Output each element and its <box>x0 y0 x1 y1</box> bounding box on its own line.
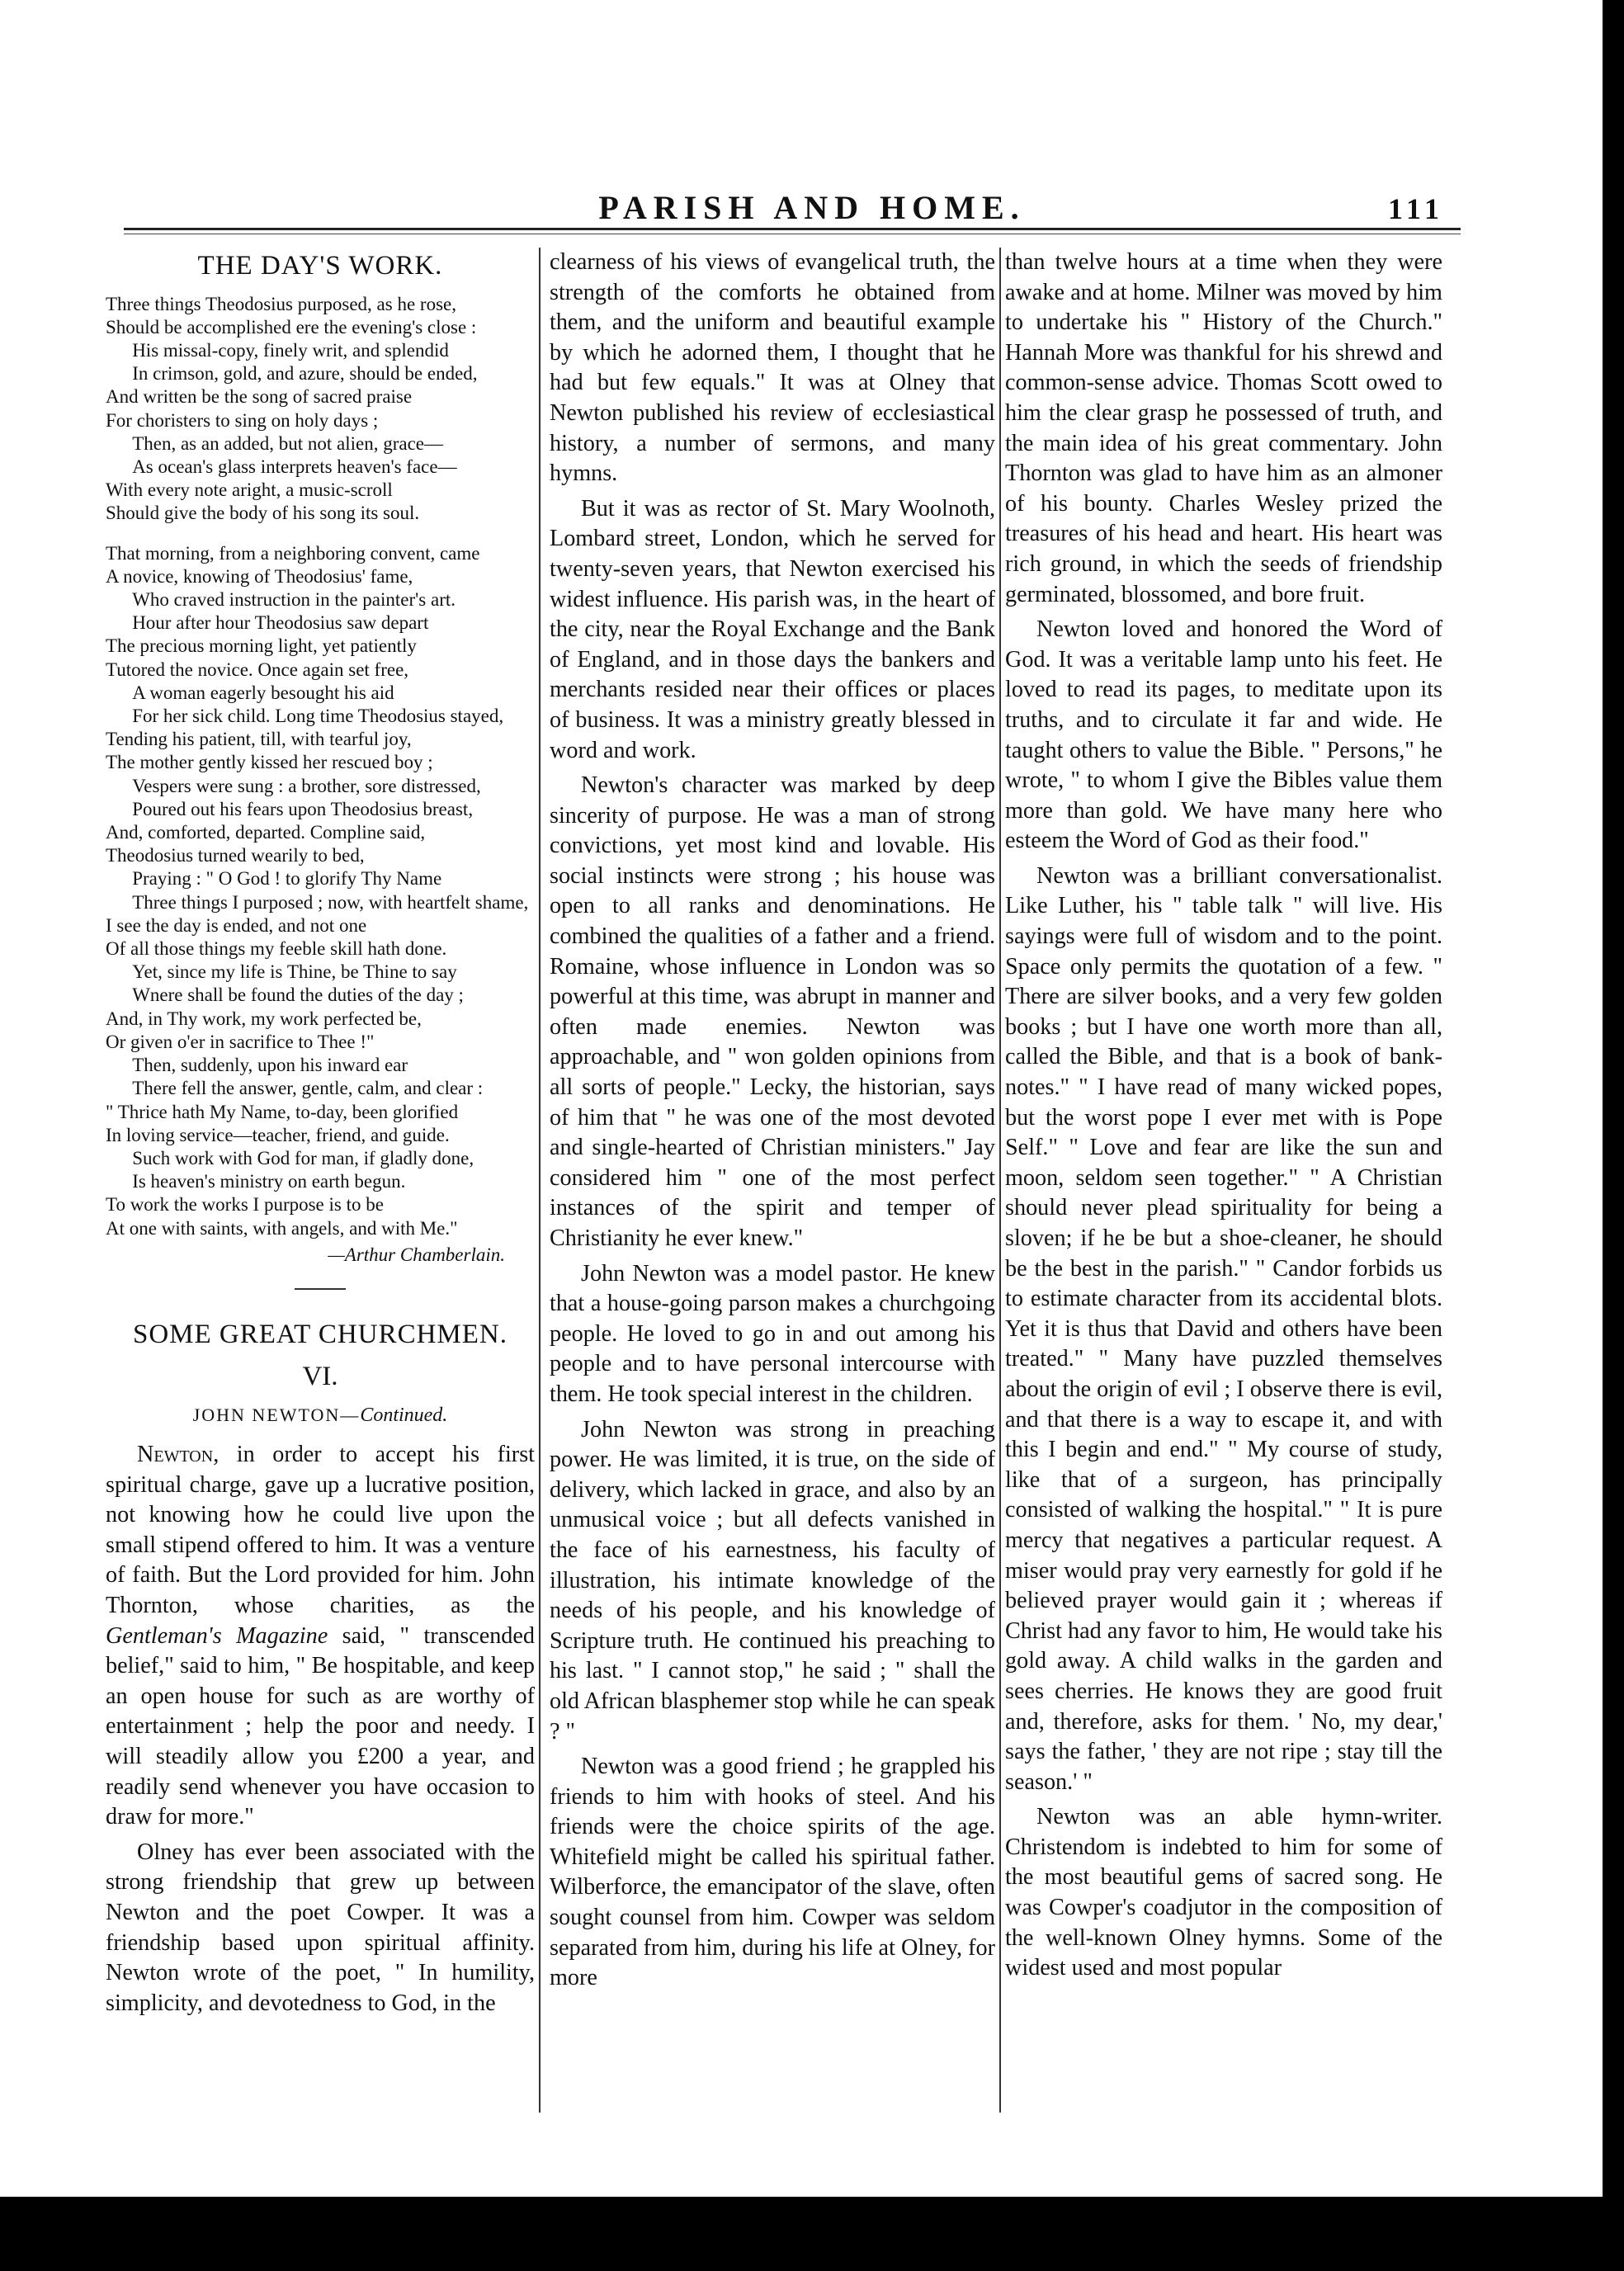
paragraph: Newton loved and honored the Word of God. It was a veritable lamp unto his feet. He loved to read its pages, to meditate upon its truths, and to circulate it far and wide. He taught others to value the Bible. " Persons," he wrote, " to whom I give the Bibles value them more than gold. We have many here who esteem the Word of God as their food." <box>1005 616 1442 854</box>
paragraph: John Newton was strong in preaching power. He was limited, it is true, on the side of delivery, which lacked in grace, and also by an unmusical voice ; but all defects vanished in the face of his earnestness, his faculty of illustration, his intimate knowledge of the needs of his people, and his knowledge of Scripture truth. He continued his preaching to his last. " I cannot stop," he said ; " shall the old African blasphemer stop while he can speak ? " <box>550 1416 995 1745</box>
poem-stanza-1 <box>106 293 535 526</box>
paragraph: Newton, in order to accept his first spiritual charge, gave up a lucrative position, not knowing how he could live upon the small stipend offered to him. It was a venture of faith. But the Lord provided for him. John Thornton, whose charities, as the Gentleman's Magazine said, " transcended belief," said to him, " Be hospitable, and keep an open house for such as are worthy of entertainment ; help the poor and needy. I will steadily allow you £200 a year, and readily send whenever you have occasion to draw for more." <box>106 1442 535 1830</box>
column-divider-2 <box>999 248 1001 2113</box>
poem-line: Theodosius turned wearily to bed, <box>106 845 365 866</box>
poem-line: Yet, since my life is Thine, be Thine to say <box>132 961 457 983</box>
poem-line: " Thrice hath My Name, to-day, been glorified <box>106 1101 459 1122</box>
paragraph: Olney has ever been associated with the strong friendship that grew up between Newton and the poet Cowper. It was a friendship based upon spiritual affinity. Newton wrote of the poet, " In humility, simplicity, and devotedness to God, in the <box>106 1839 535 2016</box>
paragraph: clearness of his views of evangelical truth, the strength of the comforts he obtained from them, and the uniform and beautiful example by which he adorned them, I thought that he had but few equals." It was at Olney that Newton published his review of ecclesiastical history, a number of sermons, and many hymns. <box>550 249 995 487</box>
poem-stanza-2 <box>106 542 535 1240</box>
poem-line: His missal-copy, finely writ, and splendid <box>132 340 449 361</box>
paragraph: But it was as rector of St. Mary Woolnoth, Lombard street, London, which he served for twenty-seven years, that Newton exercised his widest influence. His parish was, in the heart of the city, near the Royal Exchange and the Bank of England, and in those days the bankers and merchants resided near their offices or places of business. It was a ministry greatly blessed in word and work. <box>550 495 995 763</box>
paragraph: than twelve hours at a time when they were awake and at home. Milner was moved by him to undertake his " History of the Church." Hannah More was thankful for his shrewd and common-sense advice. Thomas Scott owed to him the clear grasp he possessed of truth, and the main idea of his great commentary. John Thornton was glad to have him as an almoner of his bounty. Charles Wesley prized the treasures of his head and heart. His heart was rich ground, in which the seeds of friendship germinated, blossomed, and bore fruit. <box>1005 249 1442 607</box>
section-title: SOME GREAT CHURCHMEN. <box>132 1320 508 1350</box>
poem-line: In crimson, gold, and azure, should be ended, <box>132 363 478 385</box>
scan-edge-bottom <box>0 2197 1624 2271</box>
poem-line: Poured out his fears upon Theodosius breast, <box>132 798 474 819</box>
poem-line: Or given o'er in sacrifice to Thee !" <box>106 1031 375 1052</box>
paragraph: John Newton was a model pastor. He knew that a house-going parson makes a churchgoing people. He loved to go in and out among his people and to have personal intercourse with them. He took special interest in the children. <box>550 1260 995 1407</box>
poem-line: Tutored the novice. Once again set free, <box>106 659 409 680</box>
page-number: 111 <box>1388 192 1445 225</box>
poem-line: The precious morning light, yet patiently <box>106 635 417 657</box>
poem-line: Who craved instruction in the painter's art. <box>132 589 456 611</box>
poem-line: Praying : " O God ! to glorify Thy Name <box>132 868 442 890</box>
poem-line: Hour after hour Theodosius saw depart <box>132 612 429 634</box>
poem-line: Then, as an added, but not alien, grace— <box>132 432 443 454</box>
poem-line: In loving service—teacher, friend, and guide. <box>106 1124 450 1145</box>
subheading-name: JOHN NEWTON— <box>192 1404 361 1425</box>
poem-line: Vespers were sung : a brother, sore distressed, <box>132 775 481 796</box>
poem-line: Is heaven's ministry on earth begun. <box>132 1171 406 1192</box>
poem-line: With every note aright, a music-scroll <box>106 479 393 501</box>
poem-line: There fell the answer, gentle, calm, and clear : <box>132 1078 484 1099</box>
poem-line: Then, suddenly, upon his inward ear <box>132 1055 408 1076</box>
poem-line: As ocean's glass interprets heaven's face— <box>132 456 457 478</box>
poem-line: And, in Thy work, my work perfected be, <box>106 1008 422 1029</box>
poem-line: That morning, from a neighboring convent, came <box>106 542 480 564</box>
section-divider <box>295 1288 346 1290</box>
poem-title: THE DAY'S WORK. <box>197 251 443 281</box>
poem-line: Such work with God for man, if gladly done, <box>132 1147 474 1169</box>
poem-line: Tending his patient, till, with tearful joy, <box>106 729 412 750</box>
poem-line: Three things I purposed ; now, with heartfelt shame, <box>132 891 529 913</box>
poem-line: Should give the body of his song its soul. <box>106 503 420 524</box>
poem-line: Wnere shall be found the duties of the day ; <box>132 984 464 1006</box>
poem-line: I see the day is ended, and not one <box>106 914 367 936</box>
poem-line: Should be accomplished ere the evening's close : <box>106 316 477 338</box>
lead-word: Newton <box>137 1442 214 1468</box>
article-subheading <box>106 1400 535 1431</box>
scan-edge-right <box>1603 0 1624 2271</box>
header-rule-thick <box>124 228 1461 230</box>
poem-line: The mother gently kissed her rescued boy ; <box>106 752 433 773</box>
poem-line: A novice, knowing of Theodosius' fame, <box>106 565 413 587</box>
poem-line: To work the works I purpose is to be <box>106 1194 384 1216</box>
column-divider-1 <box>539 248 541 2113</box>
magazine-title: Gentleman's Magazine <box>106 1622 328 1649</box>
column-1 <box>106 248 535 2023</box>
running-header: PARISH AND HOME. <box>598 189 1026 226</box>
poem-line: Three things Theodosius purposed, as he rose, <box>106 293 456 314</box>
column-3 <box>1005 248 1442 1989</box>
subheading-continued: Continued. <box>360 1404 448 1426</box>
paragraph: Newton was a brilliant conversationalist. Like Luther, his " table talk " will live. His sayings were full of wisdom and to the point. Space only permits the quotation of a few. " There are silver books, and a very few golden books ; but I have one worth more than all, called the Bible, and that is a book of bank-notes." " I have read of many wicked popes, but the worst pope I ever met with is Pope Self." " Love and fear are like the sun and moon, seldom seen together." " A Christian should never plead spirituality for being a sloven; if he be but a shoe-cleaner, he should be the best in the parish." " Candor forbids us to estimate character from its accidental blots. Yet it is thus that David and others have been treated." " Many have puzzled themselves about the origin of evil ; I observe there is evil, and that there is a way to escape it, and with this I begin and end." " My course of study, like that of a surgeon, has principally consisted of walking the hospital." " It is pure mercy that negatives a particular request. A miser would pray very earnestly for gold if he believed prayer would gain it ; whereas if Christ had any favor to him, He would take his gold away. A child walks in the garden and sees cherries. He knows they are good fruit and, therefore, asks for them. ' No, my dear,' says the father, ' they are not ripe ; stay till the season.' " <box>1005 862 1442 1795</box>
section-number: VI. <box>302 1361 338 1391</box>
poem-line: Of all those things my feeble skill hath done. <box>106 938 447 960</box>
poem-attribution: —Arthur Chamberlain. <box>328 1244 505 1265</box>
column-2 <box>550 248 995 1999</box>
poem-line: For her sick child. Long time Theodosius stayed, <box>132 706 504 727</box>
paragraph: Newton was a good friend ; he grappled his friends to him with hooks of steel. And his friends were the choice spirits of the age. Whitefield might be called his spiritual father. Wilberforce, the emancipator of the slave, often sought counsel from him. Cowper was seldom separated from him, during his life at Olney, for more <box>550 1754 995 1991</box>
paragraph: Newton's character was marked by deep sincerity of purpose. He was a man of strong convictions, yet most kind and lovable. His social instincts were strong ; his house was open to all ranks and denominations. He combined the qualities of a father and a friend. Romaine, whose influence in London was so powerful at this time, was abrupt in manner and often made enemies. Newton was approachable, and " won golden opinions from all sorts of people." Lecky, the historian, says of him that " he was one of the most devoted and single-hearted of Christian ministers." Jay considered him " one of the most perfect instances of the spirit and temper of Christianity he ever knew." <box>550 772 995 1251</box>
poem-line: And, comforted, departed. Compline said, <box>106 822 426 843</box>
poem-line: At one with saints, with angels, and with Me." <box>106 1217 458 1239</box>
paragraph: Newton was an able hymn-writer. Christendom is indebted to him for some of the most beautiful gems of sacred song. He was Cowper's coadjutor in the composition of the well-known Olney hymns. Some of the widest used and most popular <box>1005 1804 1442 1981</box>
poem-line: A woman eagerly besought his aid <box>132 682 394 703</box>
poem <box>106 293 535 1240</box>
poem-line: For choristers to sing on holy days ; <box>106 409 379 431</box>
poem-line: And written be the song of sacred praise <box>106 386 413 408</box>
